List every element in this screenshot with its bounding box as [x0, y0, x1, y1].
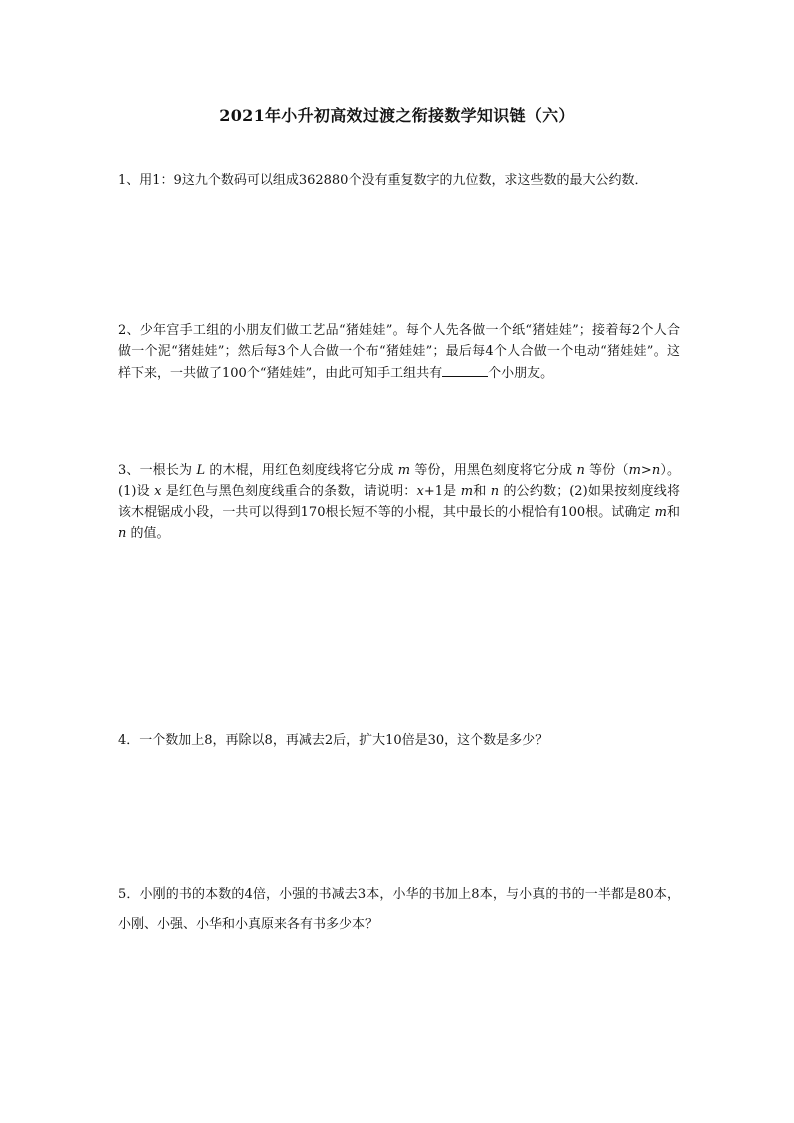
q3-var: n — [118, 526, 127, 541]
q3-seg: 的木棍，用红色刻度线将它分成 — [205, 463, 398, 478]
q3-seg: 等份（ — [584, 463, 629, 478]
question-2-text: 2、少年宫手工组的小朋友们做工艺品“猪娃娃”。每个人先各做一个纸“猪娃娃”；接着每2个人合做一个泥“猪娃娃”；然后每3个人合做一个布“猪娃娃”；最后每4个人合做一个电动“猪娃娃”。这样下来，一共做了100个“猪娃娃”，由此可知手工组共有 — [118, 323, 680, 381]
q3-seg: 和 — [473, 484, 491, 499]
q3-var: n — [576, 463, 585, 478]
question-2 — [118, 320, 680, 384]
question-1: 1、用1：9这九个数码可以组成362880个没有重复数字的九位数，求这些数的最大公约数． — [118, 173, 648, 188]
q3-var: m — [654, 505, 667, 520]
q3-seg: 3、一根长为 — [118, 463, 197, 478]
q3-seg: 等份，用黑色刻度将它分成 — [410, 463, 577, 478]
q3-seg: 的值。 — [126, 526, 170, 541]
question-5: 5．小刚的书的本数的4倍，小强的书减去3本，小华的书加上8本，与小真的书的一半都是80本，小刚、小强、小华和小真原来各有书多少本？ — [118, 887, 680, 932]
q3-seg: 的公约数；(2)如果按刻度线将该木棍锯成小段，一共可以得到170根长短不等的小棍，其中最长的小棍恰有100根。试确定 — [118, 484, 680, 520]
q3-var: m — [460, 484, 474, 499]
q3-var: L — [196, 463, 206, 478]
q3-var: n — [490, 484, 500, 499]
q3-seg: ）。(1)设 — [118, 463, 680, 499]
q3-seg: +1是 — [423, 484, 461, 499]
q3-var: m — [397, 463, 411, 478]
question-4: 4．一个数加上8，再除以8，再减去2后，扩大10倍是30，这个数是多少？ — [118, 733, 549, 748]
q3-var: x — [154, 484, 162, 499]
page-title: 2021年小升初高效过渡之衔接数学知识链（六） — [219, 106, 575, 125]
q3-var: x — [416, 484, 424, 499]
question-3 — [118, 460, 680, 544]
question-2-tail: 个小朋友。 — [488, 366, 554, 381]
answer-blank[interactable] — [442, 362, 488, 377]
q3-seg: 是红色与黑色刻度线重合的条数，请说明： — [161, 484, 417, 499]
q3-var: m>n — [628, 463, 661, 478]
q3-seg: 和 — [666, 505, 680, 520]
